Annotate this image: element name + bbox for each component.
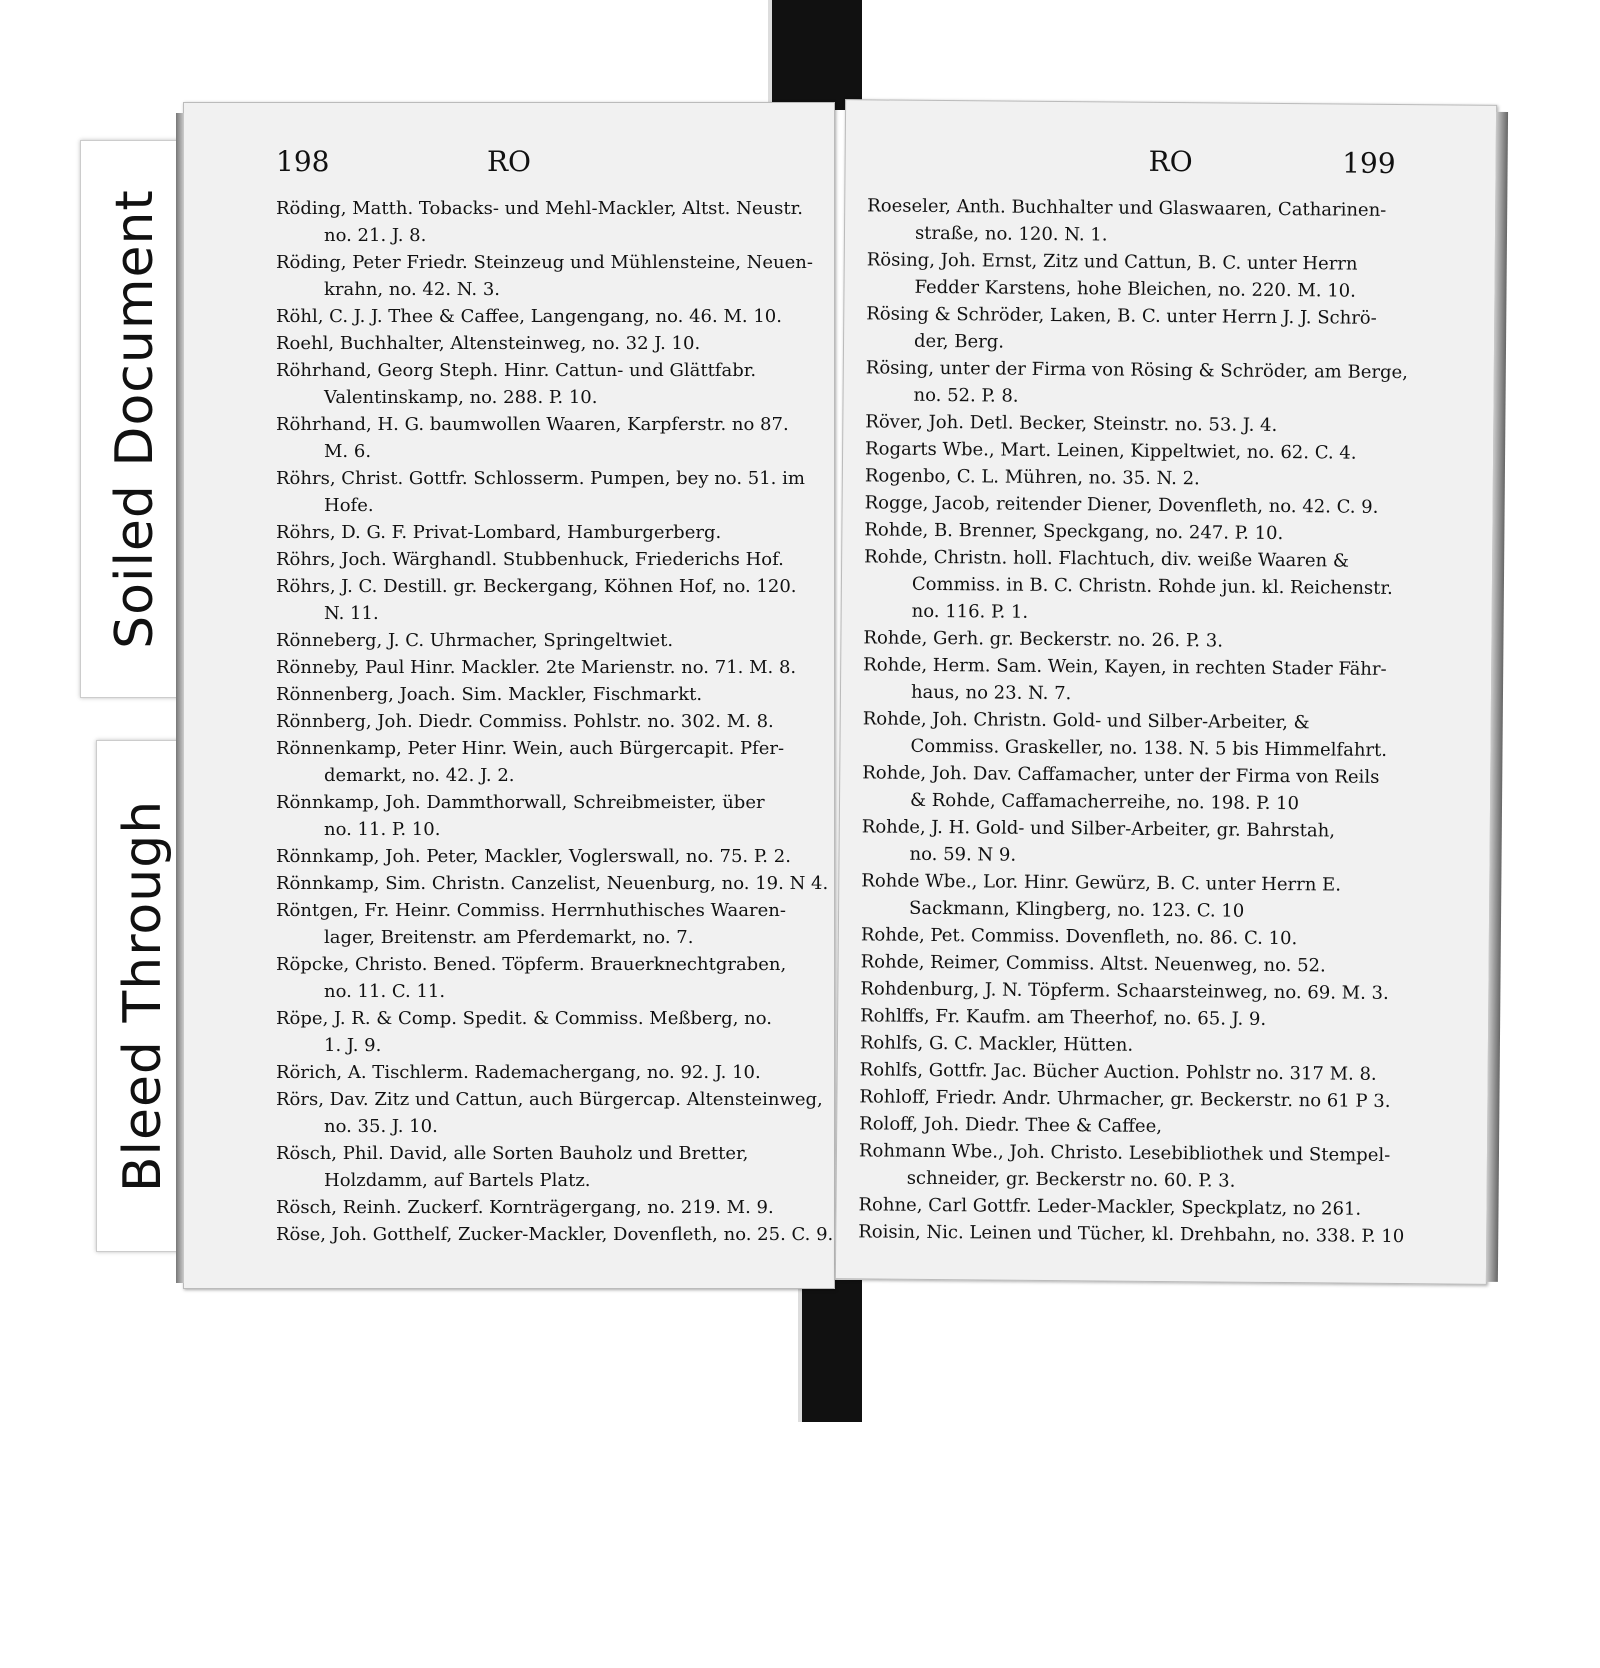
directory-entry xyxy=(276,627,801,654)
entry-continuation: no. 35. J. 10. xyxy=(324,1116,438,1137)
entry-line: Rohlfs, G. C. Mackler, Hütten. xyxy=(859,1032,1134,1056)
directory-entry xyxy=(276,843,801,870)
entry-line: Rohlffs, Fr. Kaufm. am Theerhof, no. 65. J. 9. xyxy=(860,1005,1267,1030)
directory-entry xyxy=(276,1221,834,1248)
left-page-header xyxy=(184,145,834,185)
entry-continuation: straße, no. 120. N. 1. xyxy=(914,222,1108,246)
directory-entry xyxy=(276,411,801,465)
book-gutter-top xyxy=(772,0,862,110)
entry-line: Rohde, Joh. Dav. Caffamacher, unter der Firma von Reils xyxy=(862,762,1380,788)
entry-line: Röhrs, D. G. F. Privat-Lombard, Hamburgerberg. xyxy=(276,522,722,543)
entry-line: Rösing & Schröder, Laken, B. C. unter Herrn J. J. Schrö- xyxy=(866,303,1377,329)
entry-line: Röpe, J. R. & Comp. Spedit. & Commiss. Meßberg, no. xyxy=(276,1008,772,1029)
entry-line: Rohde, Pet. Commiss. Dovenfleth, no. 86. C. 10. xyxy=(860,924,1298,950)
entry-line: Rohde, Gerh. gr. Beckerstr. no. 26. P. 3. xyxy=(863,627,1224,652)
entry-continuation: Valentinskamp, no. 288. P. 10. xyxy=(324,387,598,408)
directory-entry xyxy=(276,357,801,411)
directory-entry xyxy=(276,465,805,519)
entry-line: Rogarts Wbe., Mart. Leinen, Kippeltwiet, no. 62. C. 4. xyxy=(865,438,1357,464)
directory-entry xyxy=(276,546,801,573)
entry-line: Rogge, Jacob, reitender Diener, Dovenfleth, no. 42. C. 9. xyxy=(864,492,1379,518)
entry-line: Röding, Matth. Tobacks- und Mehl-Mackler, Altst. Neustr. xyxy=(276,198,803,219)
soiled-document-label-text: Soiled Document xyxy=(105,189,166,649)
entry-line: Rohmann Wbe., Joh. Christo. Lesebibliothek und Stempel- xyxy=(858,1140,1391,1166)
directory-entry xyxy=(276,897,801,951)
entry-continuation: no. 116. P. 1. xyxy=(911,600,1029,623)
entry-line: Rönnkamp, Sim. Christn. Canzelist, Neuenburg, no. 19. N 4. xyxy=(276,873,829,894)
entry-continuation: Hofe. xyxy=(324,495,374,516)
entry-continuation: der, Berg. xyxy=(913,330,1005,353)
entry-line: Rohde, Christn. holl. Flachtuch, div. weiße Waaren & xyxy=(864,546,1350,572)
directory-entry xyxy=(276,1194,801,1221)
entry-continuation: krahn, no. 42. N. 3. xyxy=(324,279,500,300)
entry-line: Rohdenburg, J. N. Töpferm. Schaarsteinweg, no. 69. M. 3. xyxy=(860,978,1389,1004)
entry-line: Röse, Joh. Gotthelf, Zucker-Mackler, Dovenfleth, no. 25. C. 9. xyxy=(276,1224,834,1245)
directory-entry xyxy=(276,249,813,303)
entry-line: Rohde, Joh. Christn. Gold- und Silber-Arbeiter, & xyxy=(862,708,1310,734)
directory-entry xyxy=(276,735,801,789)
directory-entry xyxy=(276,708,801,735)
directory-entry xyxy=(276,870,829,897)
entry-continuation: M. 6. xyxy=(324,441,372,462)
directory-entry xyxy=(276,789,801,843)
directory-entries xyxy=(858,192,1407,1250)
directory-entry xyxy=(858,1218,1405,1250)
entry-line: Rönnkamp, Joh. Dammthorwall, Schreibmeister, über xyxy=(276,792,765,813)
bleed-through-label-text: Bleed Through xyxy=(113,799,173,1193)
left-page xyxy=(183,102,835,1289)
entry-line: Rogenbo, C. L. Mühren, no. 35. N. 2. xyxy=(864,465,1200,490)
entry-continuation: N. 11. xyxy=(324,603,379,624)
entry-continuation: 1. J. 9. xyxy=(324,1035,382,1056)
entry-line: Rohde, Reimer, Commiss. Altst. Neuenweg, no. 52. xyxy=(860,951,1326,977)
entry-continuation: no. 59. N 9. xyxy=(909,843,1017,866)
entry-continuation: no. 52. P. 8. xyxy=(913,384,1019,407)
entry-line: Rönnenkamp, Peter Hinr. Wein, auch Bürgercapit. Pfer- xyxy=(276,738,785,759)
entry-line: Röding, Peter Friedr. Steinzeug und Mühlensteine, Neuen- xyxy=(276,252,813,273)
entry-continuation: Holzdamm, auf Bartels Platz. xyxy=(324,1170,591,1191)
entry-line: Rohde, Herm. Sam. Wein, Kayen, in rechten Stader Fähr- xyxy=(863,654,1387,680)
directory-entry xyxy=(866,246,1406,305)
directory-entry xyxy=(866,300,1406,359)
entry-line: Rohde Wbe., Lor. Hinr. Gewürz, B. C. unter Herrn E. xyxy=(861,870,1342,896)
entry-continuation: lager, Breitenstr. am Pferdemarkt, no. 7. xyxy=(324,927,694,948)
entry-continuation: demarkt, no. 42. J. 2. xyxy=(324,765,515,786)
page-number: 199 xyxy=(1342,146,1396,180)
entry-line: Rörich, A. Tischlerm. Rademachergang, no. 92. J. 10. xyxy=(276,1062,761,1083)
book-gutter-bottom xyxy=(802,1280,862,1422)
running-head: RO xyxy=(486,145,532,178)
entry-line: Rönnenberg, Joach. Sim. Mackler, Fischmarkt. xyxy=(276,684,703,705)
directory-entry xyxy=(276,1086,823,1140)
directory-entry xyxy=(276,1005,801,1059)
directory-entry xyxy=(276,303,801,330)
directory-entry xyxy=(276,681,801,708)
entry-continuation: no. 11. C. 11. xyxy=(324,981,446,1002)
entry-line: Roloff, Joh. Diedr. Thee & Caffee, xyxy=(859,1113,1163,1137)
entry-line: Rohloff, Friedr. Andr. Uhrmacher, gr. Beckerstr. no 61 P 3. xyxy=(859,1086,1391,1112)
entry-line: Rohlfs, Gottfr. Jac. Bücher Auction. Pohlstr no. 317 M. 8. xyxy=(859,1059,1377,1085)
directory-entry xyxy=(862,759,1402,818)
directory-entry xyxy=(276,1059,801,1086)
entry-line: Roehl, Buchhalter, Altensteinweg, no. 32 J. 10. xyxy=(276,333,701,354)
entry-line: Rösing, unter der Firma von Rösing & Schröder, am Berge, xyxy=(865,357,1408,384)
entry-line: Roeseler, Anth. Buchhalter und Glaswaaren, Catharinen- xyxy=(867,195,1387,221)
entry-line: Rönneby, Paul Hinr. Mackler. 2te Marienstr. no. 71. M. 8. xyxy=(276,657,797,678)
entry-line: Rohde, J. H. Gold- und Silber-Arbeiter, gr. Bahrstah, xyxy=(861,816,1336,842)
directory-entry xyxy=(864,543,1405,629)
entry-line: Rönnberg, Joh. Diedr. Commiss. Pohlstr. no. 302. M. 8. xyxy=(276,711,774,732)
entry-continuation: no. 21. J. 8. xyxy=(324,225,427,246)
entry-line: Rohde, B. Brenner, Speckgang, no. 247. P. 10. xyxy=(864,519,1284,545)
directory-entry xyxy=(276,951,801,1005)
entry-line: Rösch, Reinh. Zuckerf. Kornträgergang, no. 219. M. 9. xyxy=(276,1197,774,1218)
entry-line: Röhrs, J. C. Destill. gr. Beckergang, Köhnen Hof, no. 120. xyxy=(276,576,797,597)
entry-line: Röhrhand, H. G. baumwollen Waaren, Karpferstr. no 87. xyxy=(276,414,789,435)
directory-entry xyxy=(867,192,1407,251)
entry-line: Rohne, Carl Gottfr. Leder-Mackler, Speckplatz, no 261. xyxy=(858,1194,1362,1220)
directory-entry xyxy=(276,1140,801,1194)
entry-line: Roisin, Nic. Leinen und Tücher, kl. Drehbahn, no. 338. P. 10 xyxy=(858,1221,1405,1248)
directory-entry xyxy=(865,354,1408,413)
directory-entry xyxy=(276,330,801,357)
page-number: 198 xyxy=(276,145,330,178)
directory-entry xyxy=(861,813,1401,872)
entry-line: Rösch, Phil. David, alle Sorten Bauholz und Bretter, xyxy=(276,1143,749,1164)
entry-line: Röntgen, Fr. Heinr. Commiss. Herrnhuthisches Waaren- xyxy=(276,900,786,921)
entry-line: Röhrhand, Georg Steph. Hinr. Cattun- und Glättfabr. xyxy=(276,360,757,381)
entry-continuation: Sackmann, Klingberg, no. 123. C. 10 xyxy=(909,897,1245,922)
entry-continuation: Commiss. in B. C. Christn. Rohde jun. kl. Reichenstr. xyxy=(911,573,1393,599)
soiled-document-label xyxy=(80,140,190,698)
entry-continuation: haus, no 23. N. 7. xyxy=(910,681,1072,705)
running-head: RO xyxy=(1148,144,1193,179)
directory-entry xyxy=(276,519,801,546)
entry-continuation: no. 11. P. 10. xyxy=(324,819,441,840)
entry-line: Rösing, Joh. Ernst, Zitz und Cattun, B. C. unter Herrn xyxy=(866,249,1358,275)
directory-entry xyxy=(276,573,801,627)
directory-entry xyxy=(859,1137,1399,1196)
directory-entry xyxy=(276,195,801,249)
entry-line: Röhl, C. J. J. Thee & Caffee, Langengang, no. 46. M. 10. xyxy=(276,306,782,327)
entry-line: Rörs, Dav. Zitz und Cattun, auch Bürgercap. Altensteinweg, xyxy=(276,1089,823,1110)
right-page xyxy=(835,99,1497,1285)
entry-continuation: Commiss. Graskeller, no. 138. N. 5 bis Himmelfahrt. xyxy=(910,735,1388,761)
entry-continuation: schneider, gr. Beckerstr no. 60. P. 3. xyxy=(906,1167,1236,1192)
entry-line: Röver, Joh. Detl. Becker, Steinstr. no. 53. J. 4. xyxy=(865,411,1278,436)
entry-continuation: & Rohde, Caffamacherreihe, no. 198. P. 10 xyxy=(909,789,1300,815)
entry-line: Rönnkamp, Joh. Peter, Mackler, Voglerswall, no. 75. P. 2. xyxy=(276,846,791,867)
directory-entry xyxy=(862,705,1402,764)
entry-continuation: Fedder Karstens, hohe Bleichen, no. 220. M. 10. xyxy=(914,276,1356,302)
entry-line: Rönneberg, J. C. Uhrmacher, Springeltwiet. xyxy=(276,630,674,651)
entry-line: Röpcke, Christo. Bened. Töpferm. Brauerknechtgraben, xyxy=(276,954,787,975)
directory-entry xyxy=(861,867,1401,926)
right-page-header xyxy=(845,142,1495,188)
directory-entry xyxy=(863,651,1403,710)
directory-entry xyxy=(276,654,801,681)
entry-line: Röhrs, Joch. Wärghandl. Stubbenhuck, Friederichs Hof. xyxy=(276,549,784,570)
directory-entries xyxy=(276,195,834,1248)
entry-line: Röhrs, Christ. Gottfr. Schlosserm. Pumpen, bey no. 51. im xyxy=(276,468,805,489)
